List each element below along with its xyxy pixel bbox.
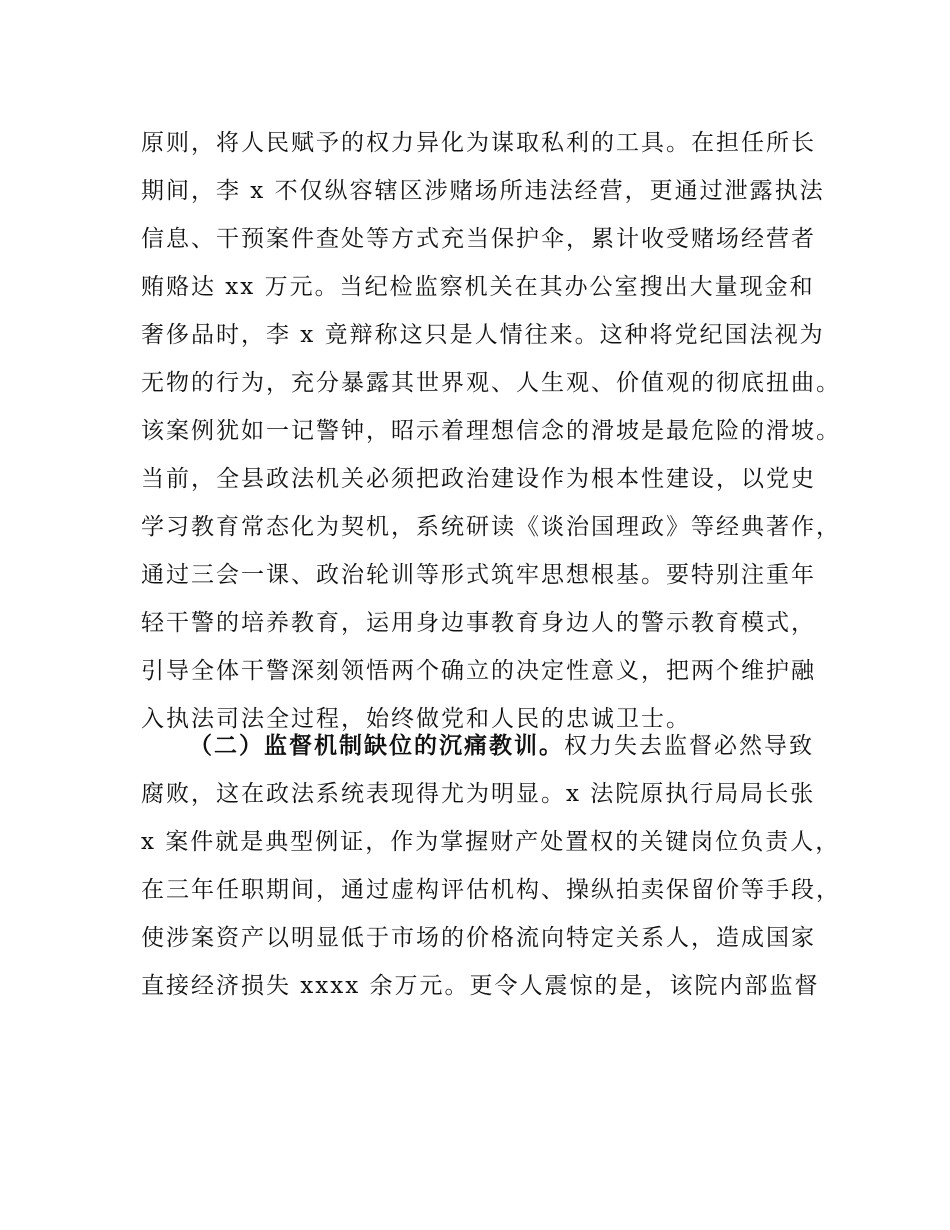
- text-line: 当前，全县政法机关必须把政治建设作为根本性建设，以党史: [141, 466, 816, 492]
- text-line: 入执法司法全过程，始终做党和人民的忠诚卫士。: [141, 706, 691, 732]
- section-heading: （二）监督机制缺位的沉痛教训。: [189, 733, 564, 759]
- text-line: 引导全体干警深刻领悟两个确立的决定性意义，把两个维护融: [141, 658, 816, 684]
- text-line: 使涉案资产以明显低于市场的价格流向特定关系人，造成国家: [141, 925, 816, 951]
- text-line: 该案例犹如一记警钟，昭示着理想信念的滑坡是最危险的滑坡。: [141, 418, 841, 444]
- paragraph-ideals-faith: [141, 119, 841, 743]
- text-line: 学习教育常态化为契机，系统研读《谈治国理政》等经典著作，: [141, 514, 841, 540]
- text-line: 原则，将人民赋予的权力异化为谋取私利的工具。在担任所长: [141, 130, 816, 156]
- text-line: 直接经济损失 xxxx 余万元。更令人震惊的是，该院内部监督: [141, 973, 820, 999]
- text-line: 期间，李 x 不仅纵容辖区涉赌场所违法经营，更通过泄露执法: [141, 178, 825, 204]
- text-line: 腐败，这在政法系统表现得尤为明显。x 法院原执行局局长张: [141, 781, 816, 807]
- heading-continuation: 权力失去监督必然导致: [564, 733, 814, 759]
- text-line: x 案件就是典型例证，作为掌握财产处置权的关键岗位负责人，: [141, 829, 841, 855]
- text-line: 贿赂达 xx 万元。当纪检监察机关在其办公室搜出大量现金和: [141, 274, 815, 300]
- paragraph-first-line: [141, 722, 831, 770]
- text-line: 无物的行为，充分暴露其世界观、人生观、价值观的彻底扭曲。: [141, 370, 841, 396]
- text-line: 在三年任职期间，通过虚构评估机构、操纵拍卖保留价等手段，: [141, 877, 841, 903]
- text-line: 奢侈品时，李 x 竟辩称这只是人情往来。这种将党纪国法视为: [141, 322, 825, 348]
- text-line: 信息、干预案件查处等方式充当保护伞，累计收受赌场经营者: [141, 226, 816, 252]
- paragraph-supervision-lessons: [141, 722, 841, 1010]
- text-line: 通过三会一课、政治轮训等形式筑牢思想根基。要特别注重年: [141, 562, 816, 588]
- text-line: 轻干警的培养教育，运用身边事教育身边人的警示教育模式，: [141, 610, 816, 636]
